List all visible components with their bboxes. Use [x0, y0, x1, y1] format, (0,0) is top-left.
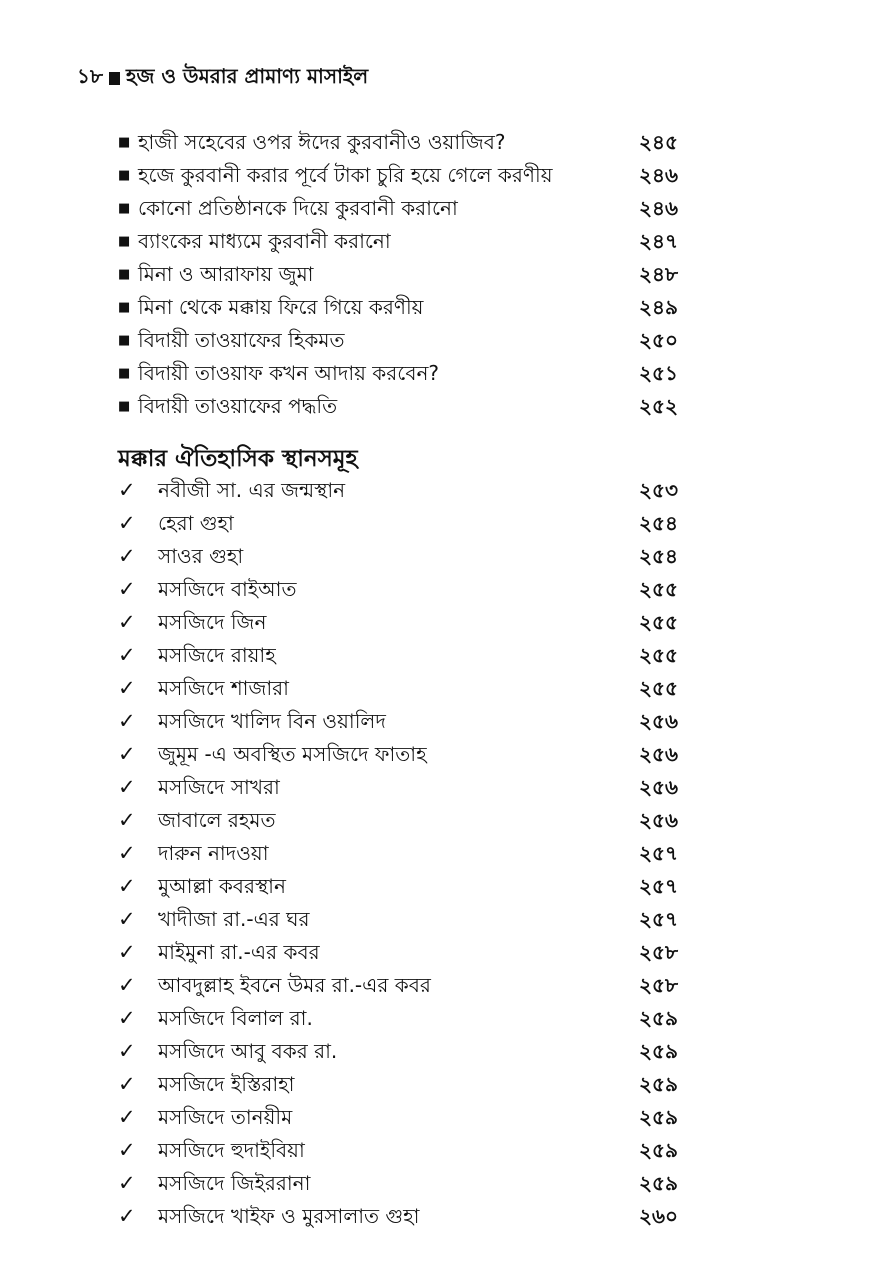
entry-title: মসজিদে বিলাল রা.	[158, 1006, 313, 1030]
toc-entry	[118, 1068, 678, 1101]
header-separator-square	[109, 72, 120, 85]
checkmark-icon: ✓	[118, 874, 136, 898]
checkmark-icon: ✓	[118, 709, 136, 733]
square-bullet-icon: ■	[118, 366, 131, 381]
toc-entry	[118, 291, 678, 324]
toc-entry	[118, 1167, 678, 1200]
entry-page-number: ২৫৯	[639, 1171, 678, 1195]
square-bullet-icon: ■	[118, 300, 131, 315]
entry-title: মসজিদে ইস্তিরাহা	[158, 1072, 295, 1096]
entry-page-number: ২৬০	[638, 1204, 678, 1228]
checkmark-icon: ✓	[118, 1105, 136, 1129]
entry-title: মসজিদে শাজারা	[158, 676, 289, 700]
entry-title: বিদায়ী তাওয়াফের পদ্ধতি	[138, 394, 338, 418]
entry-page-number: ২৪৬	[639, 163, 678, 187]
entry-title: হাজী সহেবের ওপর ঈদের কুরবানীও ওয়াজিব?	[138, 130, 506, 154]
entry-page-number: ২৪৫	[639, 130, 678, 154]
checkmark-icon: ✓	[118, 577, 136, 601]
entry-page-number: ২৫৯	[639, 1039, 678, 1063]
checkmark-icon: ✓	[118, 643, 136, 667]
toc-entry	[118, 936, 678, 969]
toc-entry	[118, 870, 678, 903]
section-heading: মক্কার ঐতিহাসিক স্থানসমূহ	[118, 446, 358, 472]
entry-page-number: ২৫৯	[639, 1138, 678, 1162]
entry-page-number: ২৫৫	[639, 577, 678, 601]
entry-title: মসজিদে সাখরা	[158, 775, 280, 799]
entry-page-number: ২৫৪	[639, 544, 678, 568]
entry-title: আবদুল্লাহ ইবনে উমর রা.-এর কবর	[158, 973, 431, 997]
entry-title: কোনো প্রতিষ্ঠানকে দিয়ে কুরবানী করানো	[138, 196, 458, 220]
toc-entry	[118, 474, 678, 507]
entry-page-number: ২৪৭	[639, 229, 678, 253]
header-page-number: ১৮	[77, 64, 103, 88]
toc-entry	[118, 705, 678, 738]
square-bullet-icon: ■	[118, 201, 131, 216]
toc-entry	[118, 573, 678, 606]
checkmark-icon: ✓	[118, 1138, 136, 1162]
checkmark-icon: ✓	[118, 544, 136, 568]
toc-entry	[118, 1200, 678, 1233]
entry-page-number: ২৫৬	[639, 808, 678, 832]
checkmark-icon: ✓	[118, 907, 136, 931]
entry-title: সাওর গুহা	[158, 544, 244, 568]
entry-title: মাইমুনা রা.-এর কবর	[158, 940, 320, 964]
toc-entry	[118, 126, 678, 159]
entry-title: জুমূম -এ অবস্থিত মসজিদে ফাতাহ	[158, 742, 427, 766]
entry-page-number: ২৪৬	[639, 196, 678, 220]
entry-title: দারুন নাদওয়া	[158, 841, 269, 865]
entry-title: মসজিদে খালিদ বিন ওয়ালিদ	[158, 709, 386, 733]
entry-page-number: ২৫৬	[639, 709, 678, 733]
entry-page-number: ২৫২	[639, 394, 678, 418]
square-bullet-icon: ■	[118, 399, 131, 414]
checkmark-icon: ✓	[118, 775, 136, 799]
entry-title: মসজিদে আবু বকর রা.	[158, 1039, 338, 1063]
entry-title: মসজিদে খাইফ ও মুরসালাত গুহা	[158, 1204, 420, 1228]
entry-title: নবীজী সা. এর জন্মস্থান	[158, 478, 346, 502]
entry-page-number: ২৫৬	[639, 742, 678, 766]
toc-entry	[118, 606, 678, 639]
checkmark-icon: ✓	[118, 808, 136, 832]
toc-entry	[118, 1002, 678, 1035]
toc-entry	[118, 1101, 678, 1134]
checkmark-icon: ✓	[118, 1171, 136, 1195]
checkmark-icon: ✓	[118, 478, 136, 502]
checkmark-icon: ✓	[118, 1072, 136, 1096]
entry-page-number: ২৪৮	[639, 262, 678, 286]
entry-page-number: ২৫৯	[639, 1072, 678, 1096]
entry-page-number: ২৫১	[639, 361, 678, 385]
toc-entry	[118, 540, 678, 573]
entry-page-number: ২৫৪	[639, 511, 678, 535]
entry-page-number: ২৫৭	[639, 874, 678, 898]
checkmark-icon: ✓	[118, 841, 136, 865]
entry-title: হেরা গুহা	[158, 511, 234, 535]
entry-page-number: ২৫৮	[639, 973, 678, 997]
square-bullet-icon: ■	[118, 135, 131, 150]
entry-title: মসজিদে হুদাইবিয়া	[158, 1138, 305, 1162]
checkmark-icon: ✓	[118, 1039, 136, 1063]
toc-entry	[118, 837, 678, 870]
entry-page-number: ২৫৭	[639, 841, 678, 865]
entry-page-number: ২৫৬	[639, 775, 678, 799]
toc-list-bulleted	[118, 126, 678, 423]
toc-entry	[118, 1035, 678, 1068]
entry-title: জাবালে রহমত	[158, 808, 276, 832]
toc-entry	[118, 390, 678, 423]
toc-entry	[118, 639, 678, 672]
entry-page-number: ২৪৯	[639, 295, 678, 319]
toc-entry	[118, 969, 678, 1002]
toc-entry	[118, 1134, 678, 1167]
entry-page-number: ২৫৯	[639, 1006, 678, 1030]
toc-entry	[118, 324, 678, 357]
entry-title: বিদায়ী তাওয়াফের হিকমত	[138, 328, 345, 352]
toc-entry	[118, 192, 678, 225]
checkmark-icon: ✓	[118, 511, 136, 535]
square-bullet-icon: ■	[118, 234, 131, 249]
toc-entry	[118, 159, 678, 192]
checkmark-icon: ✓	[118, 1006, 136, 1030]
square-bullet-icon: ■	[118, 267, 131, 282]
toc-entry	[118, 903, 678, 936]
entry-title: মুআল্লা কবরস্থান	[158, 874, 286, 898]
entry-title: মসজিদে রায়াহ	[158, 643, 276, 667]
toc-entry	[118, 357, 678, 390]
entry-title: হজে কুরবানী করার পূর্বে টাকা চুরি হয়ে গেলে করণীয়	[138, 163, 553, 187]
entry-title: মসজিদে জিইররানা	[158, 1171, 311, 1195]
entry-title: মিনা ও আরাফায় জুমা	[138, 262, 314, 286]
checkmark-icon: ✓	[118, 940, 136, 964]
checkmark-icon: ✓	[118, 973, 136, 997]
running-head	[77, 62, 368, 95]
toc-list-checked	[118, 474, 678, 1233]
entry-title: খাদীজা রা.-এর ঘর	[158, 907, 310, 931]
entry-page-number: ২৫৫	[639, 643, 678, 667]
entry-page-number: ২৫৩	[639, 478, 678, 502]
checkmark-icon: ✓	[118, 1204, 136, 1228]
entry-page-number: ২৫৫	[639, 610, 678, 634]
entry-page-number: ২৫৭	[639, 907, 678, 931]
entry-title: ব্যাংকের মাধ্যমে কুরবানী করানো	[138, 229, 391, 253]
entry-title: মসজিদে তানয়ীম	[158, 1105, 293, 1129]
entry-title: মসজিদে বাইআত	[158, 577, 297, 601]
entry-page-number: ২৫০	[639, 328, 678, 352]
checkmark-icon: ✓	[118, 610, 136, 634]
entry-page-number: ২৫৫	[639, 676, 678, 700]
toc-entry	[118, 507, 678, 540]
entry-page-number: ২৫৯	[639, 1105, 678, 1129]
toc-entry	[118, 672, 678, 705]
toc-entry	[118, 738, 678, 771]
checkmark-icon: ✓	[118, 676, 136, 700]
entry-page-number: ২৫৮	[639, 940, 678, 964]
square-bullet-icon: ■	[118, 168, 131, 183]
header-book-title: হজ ও উমরার প্রামাণ্য মাসাইল	[125, 64, 369, 88]
toc-entry	[118, 225, 678, 258]
toc-entry	[118, 804, 678, 837]
entry-title: বিদায়ী তাওয়াফ কখন আদায় করবেন?	[138, 361, 440, 385]
entry-title: মসজিদে জিন	[158, 610, 267, 634]
entry-title: মিনা থেকে মক্কায় ফিরে গিয়ে করণীয়	[138, 295, 424, 319]
checkmark-icon: ✓	[118, 742, 136, 766]
toc-entry	[118, 258, 678, 291]
square-bullet-icon: ■	[118, 333, 131, 348]
toc-entry	[118, 771, 678, 804]
